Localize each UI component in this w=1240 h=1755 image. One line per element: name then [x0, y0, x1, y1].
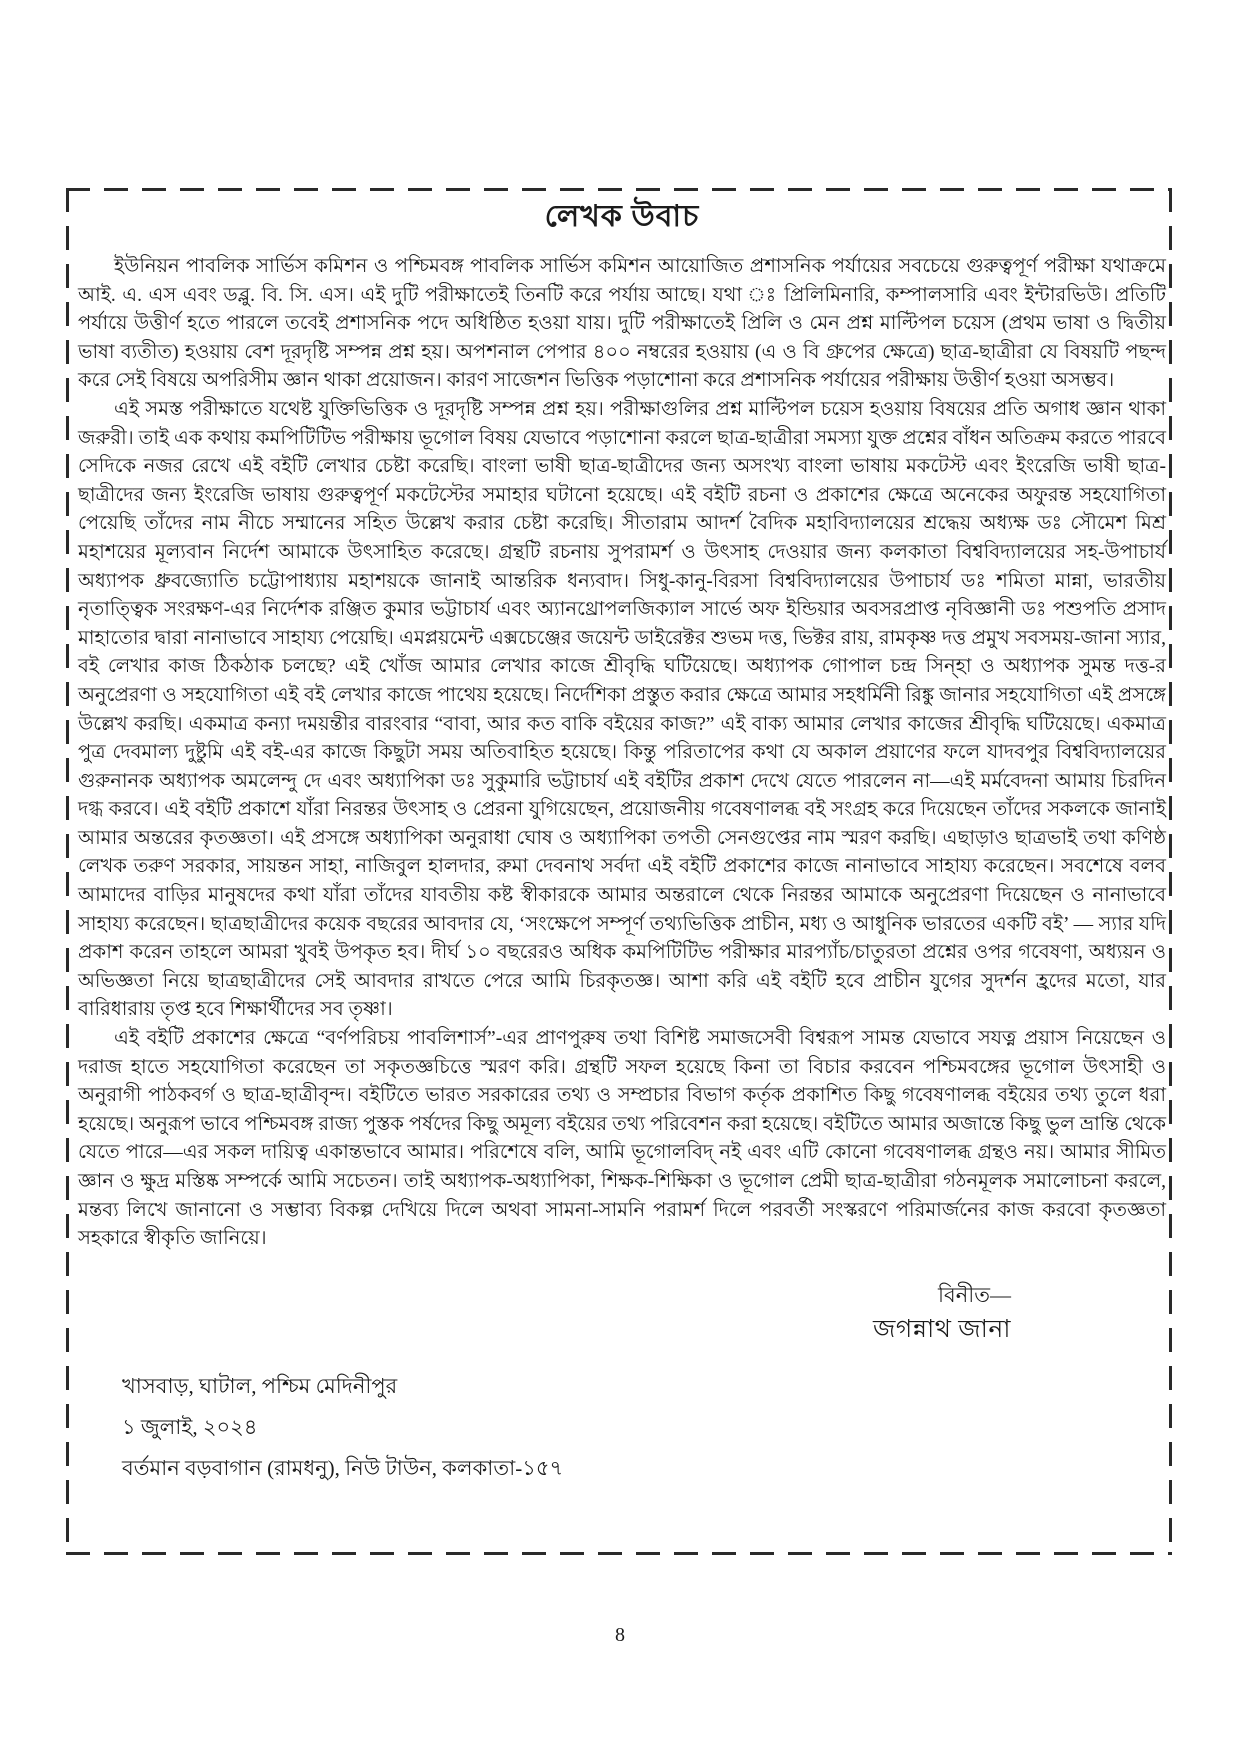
page-title: লেখক উবাচ [544, 200, 700, 233]
signature-block [78, 1280, 1166, 1350]
address-line-1: খাসবাড়, ঘাটাল, পশ্চিম মেদিনীপুর [122, 1373, 398, 1398]
address-line-2: বর্তমান বড়বাগান (রামধনু), নিউ টাউন, কলকাতা-১৫৭ [122, 1455, 564, 1480]
border-left [66, 188, 69, 1555]
border-top [66, 188, 1172, 191]
border-right [1169, 188, 1172, 1555]
page-number: 8 [615, 1624, 625, 1646]
address-block [78, 1366, 1166, 1489]
paragraph-1: ইউনিয়ন পাবলিক সার্ভিস কমিশন ও পশ্চিমবঙ্গ পাবলিক সার্ভিস কমিশন আয়োজিত প্রশাসনিক পর্যায়ের সবচেয়ে গুরুত্বপূর্ণ পরীক্ষা যথাক্রমে আই. এ. এস এবং ডব্লু. বি. সি. এস। এই দুটি পরীক্ষাতেই তিনটি করে পর্যায় আছে। যথা ঃ প্রিলিমিনারি, কম্পালসারি এবং ইন্টারভিউ। প্রতিটি পর্যায়ে উত্তীর্ণ হতে পারলে তবেই প্রশাসনিক পদে অধিষ্ঠিত হওয়া যায়। দুটি পরীক্ষাতেই প্রিলি ও মেন প্রশ্ন মাল্টিপল চয়েস (প্রথম ভাষা ও দ্বিতীয় ভাষা ব্যতীত) হওয়ায় বেশ দূরদৃষ্টি সম্পন্ন প্রশ্ন হয়। অপশনাল পেপার ৪০০ নম্বরের হওয়ায় (এ ও বি গ্রুপের ক্ষেত্রে) ছাত্র-ছাত্রীরা যে বিষয়টি পছন্দ করে সেই বিষয়ে অপরিসীম জ্ঞান থাকা প্রয়োজন। কারণ সাজেশন ভিত্তিক পড়াশোনা করে প্রশাসনিক পর্যায়ের পরীক্ষায় উত্তীর্ণ হওয়া অসম্ভব। [78, 256, 1166, 392]
border-bottom [66, 1552, 1172, 1555]
paragraph-3: এই বইটি প্রকাশের ক্ষেত্রে “বর্ণপরিচয় পাবলিশার্স”-এর প্রাণপুরুষ তথা বিশিষ্ট সমাজসেবী বিশ্বরূপ সামন্ত যেভাবে সযত্ন প্রয়াস নিয়েছেন ও দরাজ হাতে সহযোগিতা করেছেন তা সকৃতজ্ঞচিত্তে স্মরণ করি। গ্রন্থটি সফল হয়েছে কিনা তা বিচার করবেন পশ্চিমবঙ্গের ভূগোল উৎসাহী ও অনুরাগী পাঠকবর্গ ও ছাত্র-ছাত্রীবৃন্দ। বইটিতে ভারত সরকারের তথ্য ও সম্প্রচার বিভাগ কর্তৃক প্রকাশিত কিছু গবেষণালব্ধ বইয়ের তথ্য তুলে ধরা হয়েছে। অনুরূপ ভাবে পশ্চিমবঙ্গ রাজ্য পুস্তক পর্ষদের কিছু অমূল্য বইয়ের তথ্য পরিবেশন করা হয়েছে। বইটিতে আমার অজান্তে কিছু ভুল ভ্রান্তি থেকে যেতে পারে—এর সকল দায়িত্ব একান্তভাবে আমার। পরিশেষে বলি, আমি ভূগোলবিদ্ নই এবং এটি কোনো গবেষণালব্ধ গ্রন্থও নয়। আমার সীমিত জ্ঞান ও ক্ষুদ্র মস্তিষ্ক সম্পর্কে আমি সচেতন। তাই অধ্যাপক-অধ্যাপিকা, শিক্ষক-শিক্ষিকা ও ভূগোল প্রেমী ছাত্র-ছাত্রীরা গঠনমূলক সমালোচনা করলে, মন্তব্য লিখে জানানো ও সম্ভাব্য বিকল্প দেখিয়ে দিলে অথবা সামনা-সামনি পরামর্শ দিলে পরবর্তী সংস্করণে পরিমার্জনের কাজ করবো কৃতজ্ঞতা সহকারে স্বীকৃতি জানিয়ে। [78, 1028, 1166, 1250]
preface-body [78, 253, 1166, 1254]
preface-content [78, 192, 1166, 1489]
dashed-border-frame [66, 188, 1172, 1555]
author-name: জগন্নাথ জানা [872, 1315, 1011, 1343]
paragraph-2: এই সমস্ত পরীক্ষাতে যথেষ্ট যুক্তিভিত্তিক ও দূরদৃষ্টি সম্পন্ন প্রশ্ন হয়। পরীক্ষাগুলির প্রশ্ন মাল্টিপল চয়েস হওয়ায় বিষয়ের প্রতি অগাধ জ্ঞান থাকা জরুরী। তাই এক কথায় কমপিটিটিভ পরীক্ষায় ভূগোল বিষয় যেভাবে পড়াশোনা করলে ছাত্র-ছাত্রীরা সমস্যা যুক্ত প্রশ্নের বাঁধন অতিক্রম করতে পারবে সেদিকে নজর রেখে এই বইটি লেখার চেষ্টা করেছি। বাংলা ভাষী ছাত্র-ছাত্রীদের জন্য অসংখ্য বাংলা ভাষায় মকটেস্ট এবং ইংরেজি ভাষী ছাত্র-ছাত্রীদের জন্য ইংরেজি ভাষায় গুরুত্বপূর্ণ মকটেস্টের সমাহার ঘটানো হয়েছে। এই বইটি রচনা ও প্রকাশের ক্ষেত্রে অনেকের অফুরন্ত সহযোগিতা পেয়েছি তাঁদের নাম নীচে সম্মানের সহিত উল্লেখ করার চেষ্টা করেছি। সীতারাম আদর্শ বৈদিক মহাবিদ্যালয়ের শ্রদ্ধেয় অধ্যক্ষ ডঃ সৌমেশ মিশ্র মহাশয়ের মূল্যবান নির্দেশ আমাকে উৎসাহিত করেছে। গ্রন্থটি রচনায় সুপরামর্শ ও উৎসাহ দেওয়ার জন্য কলকাতা বিশ্ববিদ্যালয়ের সহ-উপাচার্য অধ্যাপক ধ্রুবজ্যোতি চট্টোপাধ্যায় মহাশয়কে জানাই আন্তরিক ধন্যবাদ। সিধু-কানু-বিরসা বিশ্ববিদ্যালয়ের উপাচার্য ডঃ শমিতা মান্না, ভারতীয় নৃতাত্ত্বিক সংরক্ষণ-এর নির্দেশক রঞ্জিত কুমার ভট্টাচার্য এবং অ্যানথ্রোপলজিক্যাল সার্ভে অফ ইন্ডিয়ার অবসরপ্রাপ্ত নৃবিজ্ঞানী ডঃ পশুপতি প্রসাদ মাহাতোর দ্বারা নানাভাবে সাহায্য পেয়েছি। এমপ্লয়মেন্ট এক্সচেঞ্জের জয়েন্ট ডাইরেক্টর শুভম দত্ত, ভিক্টর রায়, রামকৃষ্ণ দত্ত প্রমুখ সবসময়-জানা স্যার, বই লেখার কাজ ঠিকঠাক চলছে? এই খোঁজ আমার লেখার কাজে শ্রীবৃদ্ধি ঘটিয়েছে। অধ্যাপক গোপাল চন্দ্র সিন্হা ও অধ্যাপক সুমন্ত দত্ত-র অনুপ্রেরণা ও সহযোগিতা এই বই লেখার কাজে পাথেয় হয়েছে। নির্দেশিকা প্রস্তুত করার ক্ষেত্রে আমার সহধর্মিনী রিঙ্কু জানার সহযোগিতা এই প্রসঙ্গে উল্লেখ করছি। একমাত্র কন্যা দময়ন্তীর বারংবার “বাবা, আর কত বাকি বইয়ের কাজ?” এই বাক্য আমার লেখার কাজের শ্রীবৃদ্ধি ঘটিয়েছে। একমাত্র পুত্র দেবমাল্য দুষ্টুমি এই বই-এর কাজে কিছুটা সময় অতিবাহিত হয়েছে। কিন্তু পরিতাপের কথা যে অকাল প্রয়াণের ফলে যাদবপুর বিশ্ববিদ্যালয়ের গুরুনানক অধ্যাপক অমলেন্দু দে এবং অধ্যাপিকা ডঃ সুকুমারি ভট্টাচার্য এই বইটির প্রকাশ দেখে যেতে পারলেন না—এই মর্মবেদনা আমায় চিরদিন দগ্ধ করবে। এই বইটি প্রকাশে যাঁরা নিরন্তর উৎসাহ ও প্রেরনা যুগিয়েছেন, প্রয়োজনীয় গবেষণালব্ধ বই সংগ্রহ করে দিয়েছেন তাঁদের সকলকে জানাই আমার অন্তরের কৃতজ্ঞতা। এই প্রসঙ্গে অধ্যাপিকা অনুরাধা ঘোষ ও অধ্যাপিকা তপতী সেনগুপ্তের নাম স্মরণ করছি। এছাড়াও ছাত্রভাই তথা কণিষ্ঠ লেখক তরুণ সরকার, সায়ন্তন সাহা, নাজিবুল হালদার, রুমা দেবনাথ সর্বদা এই বইটি প্রকাশের কাজে নানাভাবে সাহায্য করেছেন। সবশেষে বলব আমাদের বাড়ির মানুষদের কথা যাঁরা তাঁদের যাবতীয় কষ্ট স্বীকারকে আমার অন্তরালে থেকে নিরন্তর আমাকে অনুপ্রেরণা দিয়েছেন ও নানাভাবে সাহায্য করেছেন। ছাত্রছাত্রীদের কয়েক বছরের আবদার যে, ‘সংক্ষেপে সম্পূর্ণ তথ্যভিত্তিক প্রাচীন, মধ্য ও আধুনিক ভারতের একটি বই’ — স্যার যদি প্রকাশ করেন তাহলে আমরা খুবই উপকৃত হব। দীর্ঘ ১০ বছরেরও অধিক কমপিটিটিভ পরীক্ষার মারপ্যাঁচ/চাতুরতা প্রশ্নের ওপর গবেষণা, অধ্যয়ন ও অভিজ্ঞতা নিয়ে ছাত্রছাত্রীদের সেই আবদার রাখতে পেরে আমি চিরকৃতজ্ঞ। আশা করি এই বইটি হবে প্রাচীন যুগের সুদর্শন হ্রদের মতো, যার বারিধারায় তৃপ্ত হবে শিক্ষার্থীদের সব তৃষ্ণা। [78, 398, 1166, 1021]
address-date: ১ জুলাই, ২০২৪ [122, 1414, 258, 1439]
signature-salutation: বিনীত— [938, 1282, 1011, 1307]
